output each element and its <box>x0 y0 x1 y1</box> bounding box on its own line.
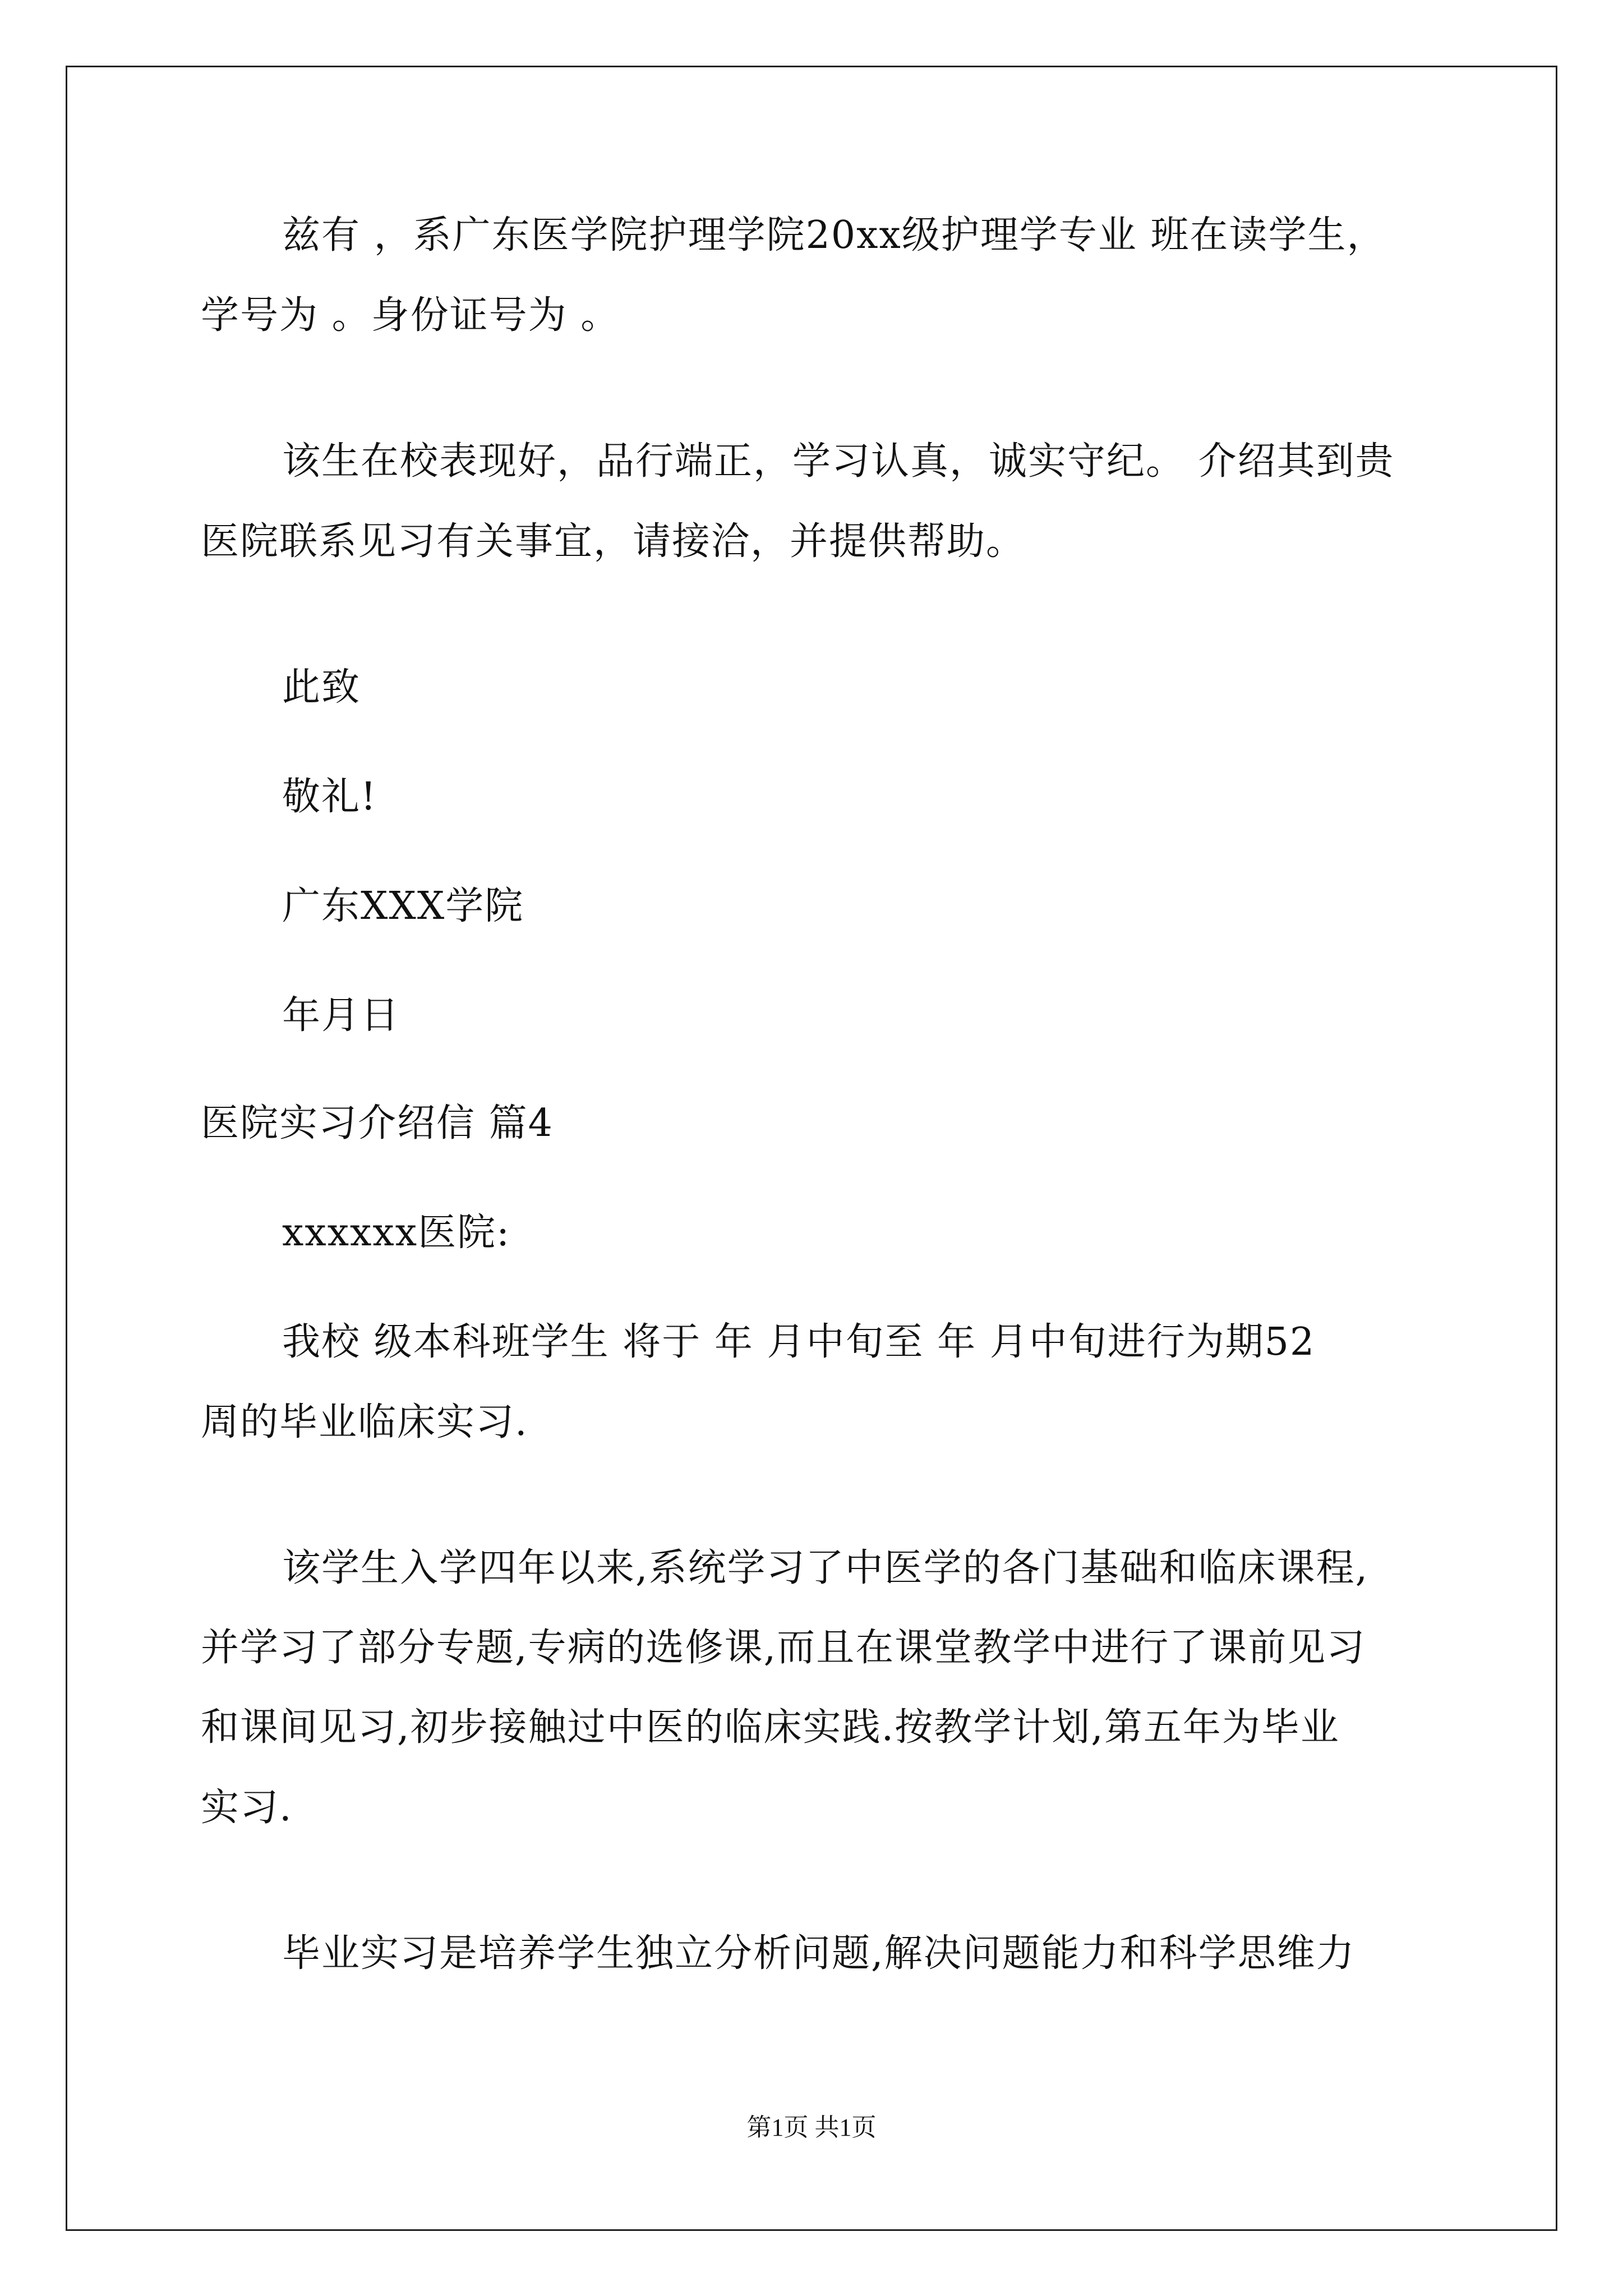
paragraph-line: 医院联系见习有关事宜，请接洽，并提供帮助。 <box>201 519 1026 564</box>
signature-line: 广东XXX学院 <box>282 884 524 928</box>
paragraph-line: 并学习了部分专题,专病的选修课,而且在课堂教学中进行了课前见习 <box>201 1626 1366 1670</box>
salutation-line: 敬礼! <box>282 775 377 819</box>
paragraph-line: 该学生入学四年以来,系统学习了中医学的各门基础和临床课程, <box>282 1546 1369 1590</box>
paragraph-line: 毕业实习是培养学生独立分析问题,解决问题能力和科学思维力 <box>282 1931 1355 1976</box>
salutation-line: 此致 <box>282 665 361 710</box>
addressee-line: xxxxxx医院: <box>282 1211 511 1255</box>
date-line: 年月日 <box>282 993 400 1038</box>
paragraph-line: 兹有 ，系广东医学院护理学院20xx级护理学专业 班在读学生， <box>282 213 1386 257</box>
paragraph-line: 该生在校表现好，品行端正，学习认真，诚实守纪。 介绍其到贵 <box>282 439 1395 484</box>
paragraph-line: 学号为 。身份证号为 。 <box>201 293 620 338</box>
paragraph-line: 周的毕业临床实习. <box>201 1400 528 1444</box>
paragraph-line: 实习. <box>201 1786 293 1830</box>
paragraph-line: 我校 级本科班学生 将于 年 月中旬至 年 月中旬进行为期52 <box>282 1320 1316 1364</box>
section-heading: 医院实习介绍信 篇4 <box>201 1101 554 1145</box>
paragraph-line: 和课间见习,初步接触过中医的临床实践.按教学计划,第五年为毕业 <box>201 1705 1340 1750</box>
page-border <box>66 66 1557 2231</box>
page-footer: 第1页 共1页 <box>746 2114 877 2141</box>
